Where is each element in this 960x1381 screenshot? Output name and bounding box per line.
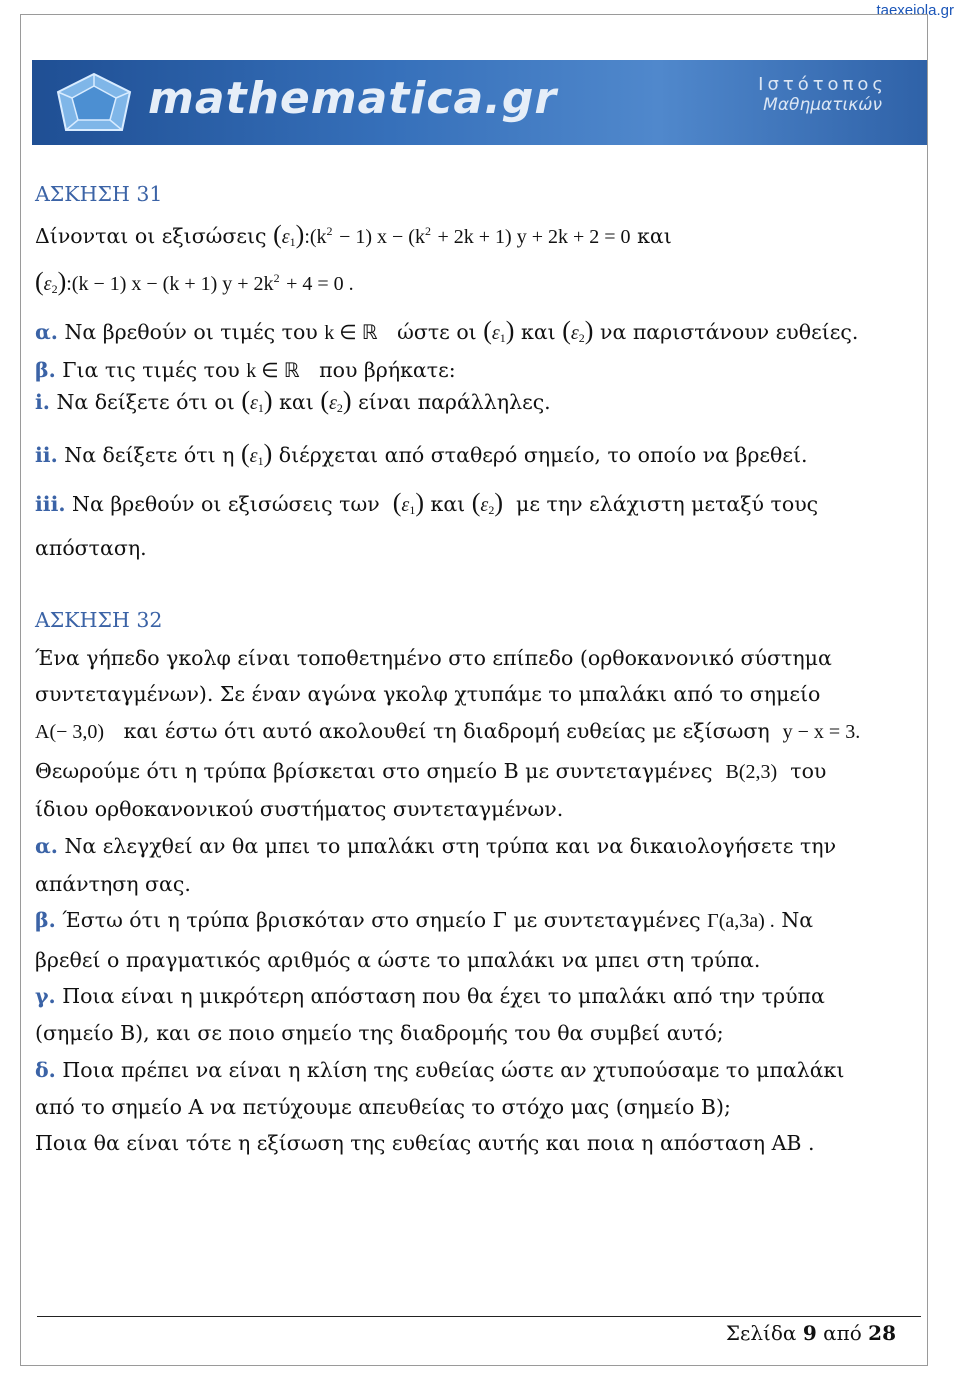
- site-watermark[interactable]: taexeiola.gr: [876, 2, 954, 19]
- tagline-line-1: Ιστότοπος: [758, 74, 887, 95]
- ex31-question-b-i: i. Να δείξετε ότι οι $(\varepsilon_1)$ και $(\varepsilon_2)$ είναι παράλληλες.: [35, 386, 551, 415]
- ex31-question-b-iii: iii. Να βρεθούν οι εξισώσεις των $(\varepsilon_1)$ και $(\varepsilon_2)$ με την ελάχιστη μεταξύ τους: [35, 488, 819, 517]
- site-tagline: [758, 74, 887, 115]
- ex32-text-line-5: ίδιου ορθοκανονικού συστήματος συντεταγμένων.: [35, 797, 564, 821]
- ex32-question-c: γ. Ποια είναι η μικρότερη απόσταση που θα έχει το μπαλάκι από την τρύπα: [35, 984, 825, 1008]
- ex32-text-line-3: A(− 3,0) και έστω ότι αυτό ακολουθεί τη διαδρομή ευθείας με εξίσωση y − x = 3.: [35, 719, 861, 743]
- ex31-question-a: α. Να βρεθούν οι τιμές του k ∈ ℝ ώστε οι $(\varepsilon_1)$ και $(\varepsilon_2)$ να παριστάνουν ευθείες.: [35, 316, 859, 345]
- ex32-question-c-cont: (σημείο Β), και σε ποιο σημείο της διαδρομής του θα συμβεί αυτό;: [35, 1021, 724, 1045]
- dodecahedron-logo-icon: [52, 72, 136, 136]
- footer-divider: [37, 1316, 921, 1317]
- current-page: 9: [802, 1321, 817, 1345]
- exercise-32-title: ΑΣΚΗΣΗ 32: [35, 608, 163, 632]
- ex32-question-b: β. Έστω ότι η τρύπα βρισκόταν στο σημείο Γ με συντεταγμένες Γ(a,3a) . Να: [35, 908, 814, 932]
- header-banner: [32, 60, 927, 145]
- ex31-question-b-iii-cont: απόσταση.: [35, 536, 147, 560]
- ex32-question-d-cont: από το σημείο Α να πετύχουμε απευθείας το στόχο μας (σημείο Β);: [35, 1095, 731, 1119]
- ex31-question-b: β. Για τις τιμές του k ∈ ℝ που βρήκατε:: [35, 358, 456, 382]
- ex32-question-d-cont-2: Ποια θα είναι τότε η εξίσωση της ευθείας αυτής και ποια η απόσταση ΑΒ .: [35, 1131, 815, 1155]
- ex32-question-b-cont: βρεθεί ο πραγματικός αριθμός α ώστε το μπαλάκι να μπει στη τρύπα.: [35, 948, 761, 972]
- ex31-question-b-ii: ii. Να δείξετε ότι η $(\varepsilon_1)$ διέρχεται από σταθερό σημείο, το οποίο να βρεθεί.: [35, 439, 808, 468]
- ex31-equation-1: Δίνονται οι εξισώσεις $(\varepsilon_1):(k^2 - 1) x - (k^2 + 2k + 1) y + 2k + 2 = 0$ και: [35, 220, 672, 249]
- site-logo-text: mathematica.gr: [148, 73, 558, 124]
- tagline-line-2: Μαθηματικών: [763, 95, 882, 115]
- ex32-text-line-2: συντεταγμένων). Σε έναν αγώνα γκολφ χτυπάμε το μπαλάκι από το σημείο: [35, 682, 821, 706]
- ex32-text-line-4: Θεωρούμε ότι η τρύπα βρίσκεται στο σημείο Β με συντεταγμένες B(2,3) του: [35, 759, 827, 783]
- ex32-question-a: α. Να ελεγχθεί αν θα μπει το μπαλάκι στη τρύπα και να δικαιολογήσετε την: [35, 834, 837, 858]
- ex32-question-a-cont: απάντηση σας.: [35, 872, 191, 896]
- ex31-intro: Δίνονται οι εξισώσεις: [35, 224, 267, 248]
- page-number: Σελίδα 9 από 28: [725, 1321, 896, 1345]
- ex31-equation-2: $(\varepsilon_2):(k - 1) x - (k + 1) y + 2k^2 + 4 = 0$ .: [35, 267, 354, 296]
- total-pages: 28: [868, 1321, 896, 1345]
- ex32-text-line-1: Ένα γήπεδο γκολφ είναι τοποθετημένο στο επίπεδο (ορθοκανονικό σύστημα: [35, 646, 832, 670]
- ex32-question-d: δ. Ποια πρέπει να είναι η κλίση της ευθείας ώστε αν χτυπούσαμε το μπαλάκι: [35, 1058, 845, 1082]
- exercise-31-title: ΑΣΚΗΣΗ 31: [35, 182, 163, 206]
